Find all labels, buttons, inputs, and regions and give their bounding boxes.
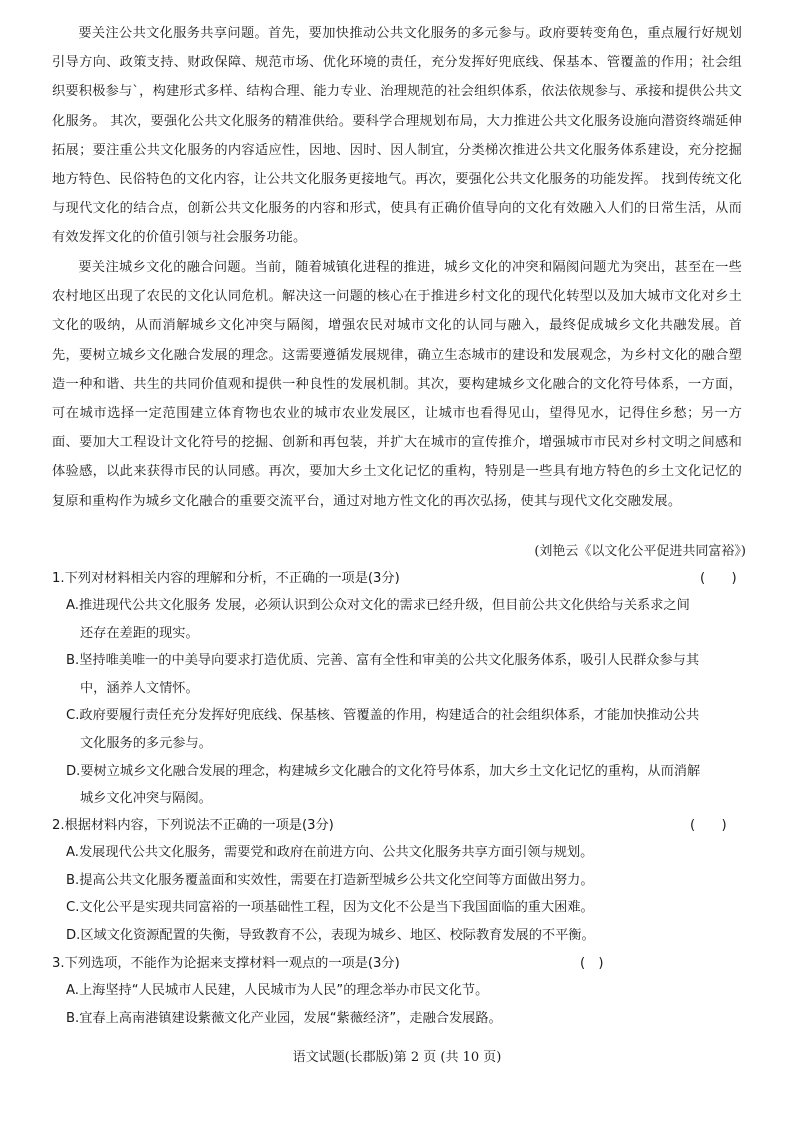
option-b: B.坚持唯美唯一的中美导向要求打造优质、完善、富有全性和审美的公共文化服务体系，吸引人民群众参与其 中，涵养人文情怀。 [66,653,700,696]
question-3 [52,953,744,1032]
option-b: B.提高公共文化服务覆盖面和实效性，需要在打造新型城乡公共文化空间等方面做出努力。 [66,872,594,888]
question-stem: 1.下列对材料相关内容的理解和分析，不正确的一项是(3分) ( ) [52,568,744,592]
question-1 [52,568,744,813]
passage-source: (刘艳云《以文化公平促进共同富裕》) [534,544,746,559]
question-stem: 3.下列选项，不能作为论据来支撑材料一观点的一项是(3分) ( ) [52,953,744,977]
option-c: C.文化公平是实现共同富裕的一项基础性工程，因为文化不公是当下我国面临的重大困难。 [66,900,594,916]
answer-blank: ( ) [700,571,737,586]
option-c: C.政府要履行责任充分发挥好兜底线、保基核、管覆盖的作用，构建适合的社会组织体系，才能加快推动公共 文化服务的多元参与。 [66,708,700,751]
option-d: D.区域文化资源配置的失衡，导致教育不公，表现为城乡、地区、校际教育发展的不平衡。 [66,927,595,943]
option-b: B.宜春上高南港镇建设紫薇文化产业园，发展“紫薇经济”，走融合发展路。 [66,1010,502,1026]
question-2 [52,815,744,949]
option-d: D.要树立城乡文化融合发展的理念，构建城乡文化融合的文化符号体系，加大乡土文化记忆的重构，从而消解 城乡文化冲突与隔阂。 [66,763,701,807]
question-stem: 2.根据材料内容，下列说法不正确的一项是(3分) ( ) [52,815,744,839]
option-a: A.推进现代公共文化服务 发展，必须认识到公众对文化的需求已经升级，但目前公共文化供给与关系求之间 还存在差距的现实。 [66,598,690,641]
passage-paragraph-1: 要关注公共文化服务共享问题。首先，要加快推动公共文化服务的多元参与。政府要转变角色，重点履行好规划引导方向、政策支持、财政保障、规范市场、优化环境的责任，充分发挥好兜底线、保基本、管覆盖的作用；社会组织要积极参与`，构建形式多样、结构合理、能力专业、治理规范的社会组织体系，依法依规参与、承接和提供公共文化服务。 其次，要强化公共文化服务的精准供给。要科学合理规划布局，大力推进公共文化服务设施向潜资终端延伸拓展；要注重公共文化服务的内容适应性，因地、因时、因人制宜，分类梯次推进公共文化服务体系建设，充分挖掘地方特色、民俗特色的文化内容，让公共文化服务更接地气。再次，要强化公共文化服务的功能发挥。 找到传统文化与现代文化的结合点，创新公共文化服务的内容和形式，使具有正确价值导向的文化有效融入人们的日常生活，从而有效发挥文化的价值引领与社会服务功能。 [52,26,742,246]
answer-blank: ( ) [690,818,727,833]
option-a: A.上海坚持“人民城市人民建，人民城市为人民”的理念举办市民文化节。 [66,983,489,998]
answer-blank: ( ) [580,956,604,971]
page-footer: 语文试题(长郡版)第 2 页 (共 10 页) [292,1050,502,1065]
passage-paragraph-2: 要关注城乡文化的融合问题。当前，随着城镇化进程的推进，城乡文化的冲突和隔阂问题尤为突出，甚至在一些农村地区出现了农民的文化认同危机。解决这一问题的核心在于推进乡村文化的现代化转型以及加大城市文化对乡土文化的吸纳，从而消解城乡文化冲突与隔阂，增强农民对城市文化的认同与融入，最终促成城乡文化共融发展。首先，要树立城乡文化融合发展的理念。这需要遵循发展规律，确立生态城市的建设和发展观念，为乡村文化的融合塑造一种和谐、共生的共同价值观和提供一种良性的发展机制。其次，要构建城乡文化融合的文化符号体系，一方面，可在城市选择一定范围建立体育物也农业的城市农业发展区，让城市也看得见山，望得见水，记得住乡愁；另一方面、要加大工程设计文化符号的挖掘、创新和再包装，并扩大在城市的宣传推介，增强城市市民对乡村文明之间感和体验感，以此来获得市民的认同感。再次，要加大乡土文化记忆的重构，特别是一些具有地方特色的乡土文化记忆的复原和重构作为城乡文化融合的重要交流平台，通过对地方性文化的再次弘扬，使其与现代文化交融发展。 [52,260,742,509]
option-a: A.发展现代公共文化服务，需要党和政府在前进方向、公共文化服务共享方面引领与规划。 [66,845,594,860]
